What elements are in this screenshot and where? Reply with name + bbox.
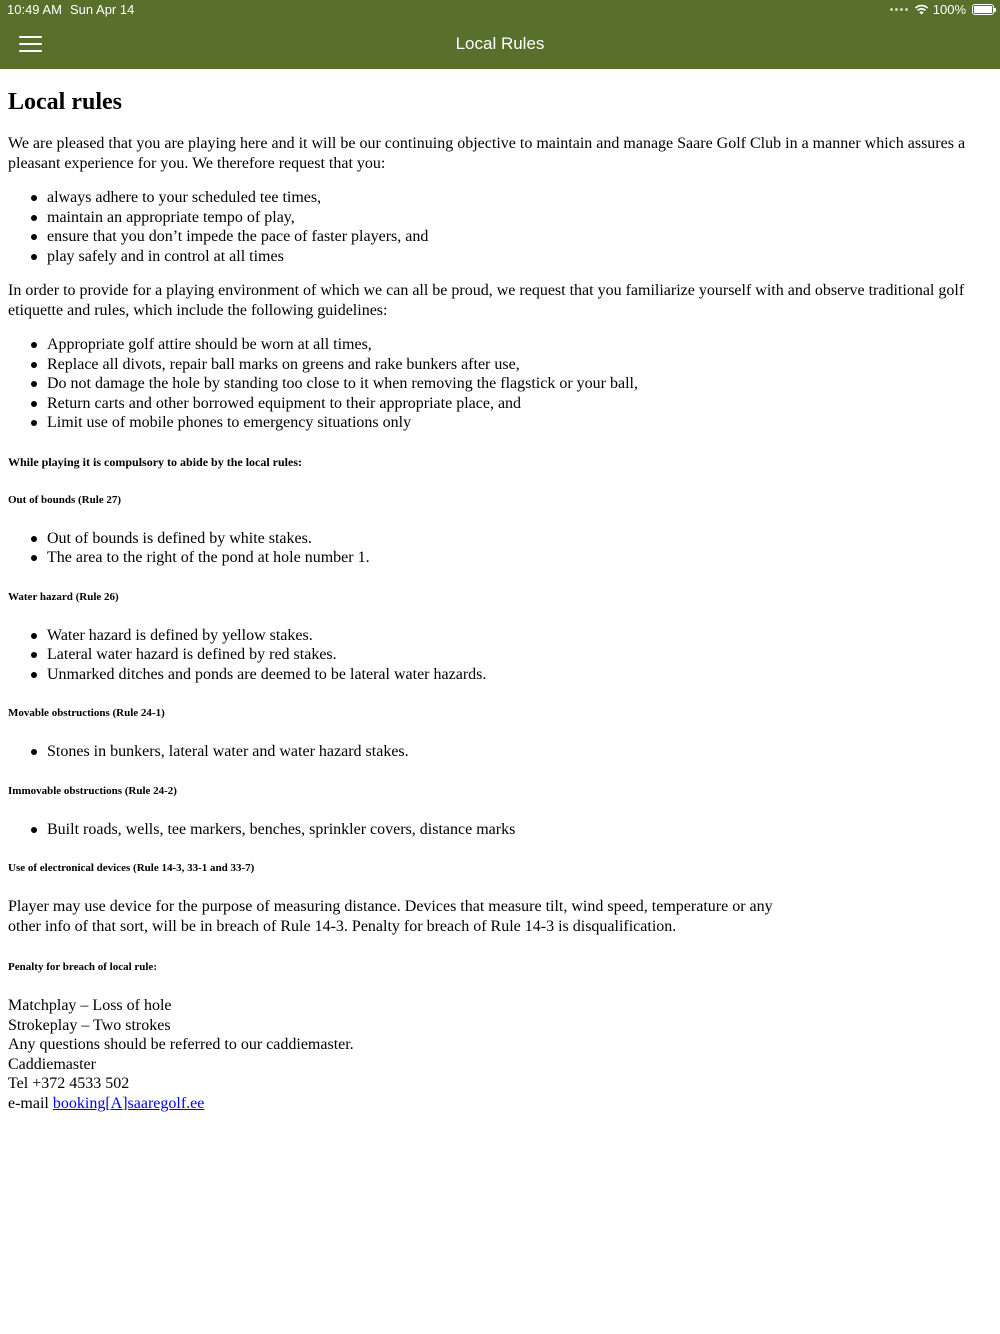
devices-line-1: Player may use device for the purpose of measuring distance. Devices that measure tilt, wind speed, temperature or any — [8, 898, 773, 915]
header-bar — [0, 0, 1000, 69]
movable-obstructions-heading: Movable obstructions (Rule 24-1) — [8, 707, 165, 719]
water-hazard-list — [8, 626, 968, 685]
etiquette-list — [8, 335, 968, 433]
wifi-icon — [914, 4, 929, 15]
intro-list — [8, 188, 968, 266]
email-line — [8, 1094, 968, 1114]
list-item: Replace all divots, repair ball marks on greens and rake bunkers after use, — [47, 355, 968, 375]
list-item: Do not damage the hole by standing too close to it when removing the flagstick or your ball, — [47, 374, 968, 394]
status-time: 10:49 AM — [7, 2, 62, 17]
list-item: Return carts and other borrowed equipment to their appropriate place, and — [47, 394, 968, 414]
intro-paragraph: We are pleased that you are playing here and it will be our continuing objective to maintain and manage Saare Golf Club in a manner which assures a pleasant experience for you. We therefore request that you: — [8, 135, 966, 172]
out-of-bounds-list — [8, 529, 968, 568]
list-item: Built roads, wells, tee markers, benches, sprinkler covers, distance marks — [47, 820, 968, 840]
questions-note: Any questions should be referred to our caddiemaster. — [8, 1036, 354, 1053]
telephone-number: Tel +372 4533 502 — [8, 1075, 130, 1092]
page-title: Local rules — [8, 89, 122, 115]
cellular-signal-icon — [890, 8, 908, 11]
list-item: Limit use of mobile phones to emergency situations only — [47, 413, 968, 433]
list-item: Unmarked ditches and ponds are deemed to be lateral water hazards. — [47, 665, 968, 685]
page-content — [8, 85, 968, 1113]
matchplay-penalty: Matchplay – Loss of hole — [8, 997, 172, 1014]
email-link[interactable]: booking[A]saaregolf.ee — [52, 1094, 205, 1112]
list-item: maintain an appropriate tempo of play, — [47, 208, 968, 228]
penalty-heading: Penalty for breach of local rule: — [8, 961, 157, 973]
nav-title: Local Rules — [455, 34, 545, 53]
list-item: ensure that you don’t impede the pace of faster players, and — [47, 227, 968, 247]
list-item: Water hazard is defined by yellow stakes. — [47, 626, 968, 646]
water-hazard-heading: Water hazard (Rule 26) — [8, 590, 119, 603]
list-item: Appropriate golf attire should be worn at all times, — [47, 335, 968, 355]
list-item: always adhere to your scheduled tee times, — [47, 188, 968, 208]
status-date: Sun Apr 14 — [70, 2, 135, 17]
battery-percent: 100% — [932, 2, 966, 17]
penalty-text — [8, 996, 968, 1113]
immovable-obstructions-list — [8, 820, 968, 840]
movable-obstructions-list — [8, 742, 968, 762]
devices-text — [8, 897, 968, 936]
out-of-bounds-heading: Out of bounds (Rule 27) — [8, 493, 122, 506]
battery-icon — [972, 4, 994, 15]
immovable-obstructions-heading: Immovable obstructions (Rule 24-2) — [8, 784, 177, 797]
list-item: Lateral water hazard is defined by red stakes. — [47, 645, 968, 665]
list-item: play safely and in control at all times — [47, 247, 968, 267]
list-item: The area to the right of the pond at hole number 1. — [47, 548, 968, 568]
status-indicators — [890, 2, 994, 17]
caddiemaster-label: Caddiemaster — [8, 1055, 96, 1073]
list-item: Stones in bunkers, lateral water and water hazard stakes. — [47, 742, 968, 762]
compulsory-heading: While playing it is compulsory to abide by the local rules: — [8, 454, 303, 469]
email-prefix: e-mail — [8, 1094, 53, 1112]
etiquette-paragraph: In order to provide for a playing environment of which we can all be proud, we request that you familiarize yourself with and observe traditional golf etiquette and rules, which include the following guidelines: — [8, 282, 965, 319]
devices-line-2: other info of that sort, will be in breach of Rule 14-3. Penalty for breach of Rule 14-3 is disqualification. — [8, 917, 677, 935]
devices-heading: Use of electronical devices (Rule 14-3, 33-1 and 33-7) — [8, 862, 255, 874]
list-item: Out of bounds is defined by white stakes. — [47, 529, 968, 549]
strokeplay-penalty: Strokeplay – Two strokes — [8, 1016, 171, 1034]
